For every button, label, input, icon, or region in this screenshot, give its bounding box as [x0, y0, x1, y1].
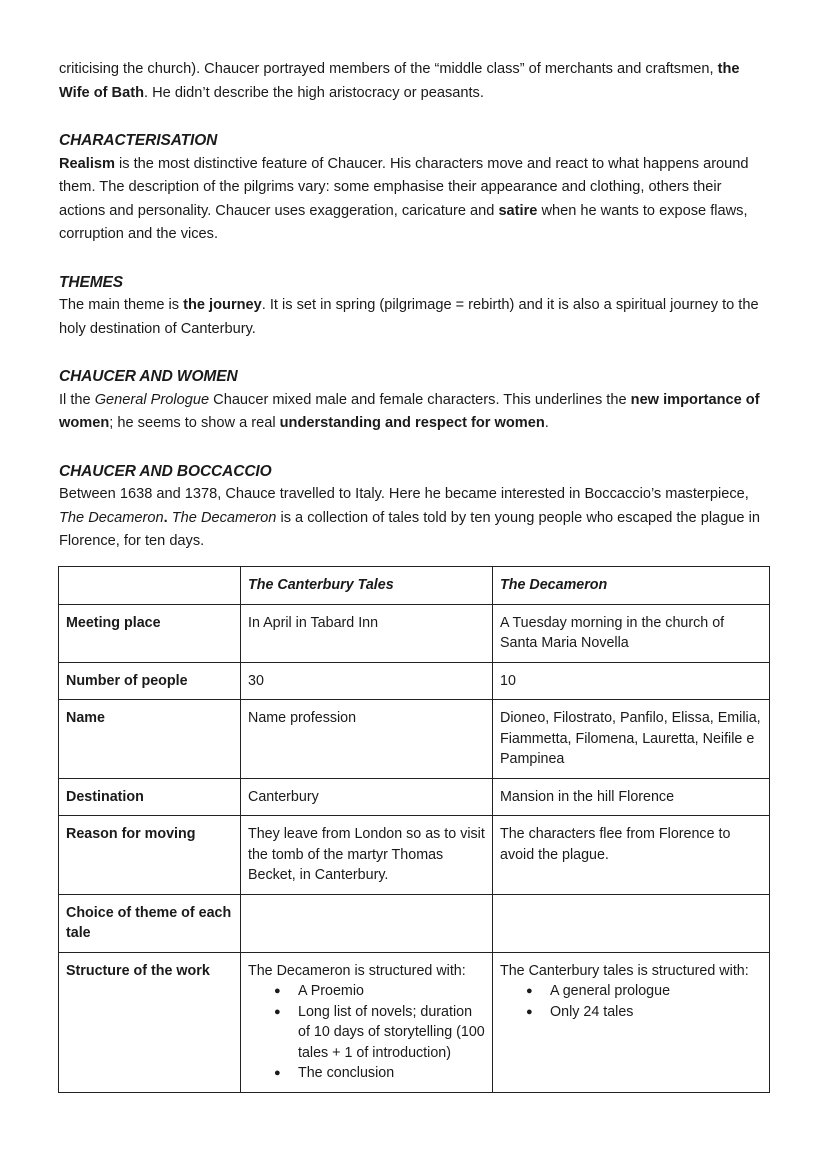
- boccaccio-paragraph: [59, 483, 771, 554]
- list-item: ● The conclusion: [248, 1063, 485, 1084]
- bold-new-importance: new importance of women: [59, 391, 760, 431]
- bold-satire: satire: [498, 202, 538, 219]
- cell-decameron-structure: [493, 952, 770, 1092]
- list-item: ● A general prologue: [500, 981, 762, 1002]
- row-label: Structure of the work: [59, 952, 241, 1092]
- comparison-table: [58, 566, 770, 1093]
- intro-paragraph: [59, 58, 771, 105]
- women-text-1: Il the: [59, 391, 95, 408]
- table-row: [59, 662, 770, 700]
- characterisation-text-2: when he wants to expose flaws, corruption and the vices.: [59, 202, 748, 242]
- table-row: [59, 894, 770, 952]
- cell-canterbury-structure: [241, 952, 493, 1092]
- women-text-2: Chaucer mixed male and female characters. This underlines the: [209, 391, 631, 408]
- row-label: Destination: [59, 778, 241, 816]
- heading-boccaccio: CHAUCER AND BOCCACCIO: [59, 462, 272, 480]
- cell-decameron: A Tuesday morning in the church of Santa Maria Novella: [493, 604, 770, 662]
- table-row: [59, 604, 770, 662]
- structure-list: [500, 981, 762, 1022]
- women-paragraph: [59, 389, 771, 436]
- cell-canterbury: Canterbury: [241, 778, 493, 816]
- characterisation-paragraph: [59, 153, 771, 247]
- structure-intro: The Decameron is structured with:: [248, 962, 466, 979]
- document-body: [59, 58, 771, 554]
- cell-decameron: The characters flee from Florence to avoid the plague.: [493, 816, 770, 895]
- bold-understanding: understanding and respect for women: [279, 415, 545, 431]
- structure-intro: The Canterbury tales is structured with:: [500, 962, 749, 979]
- italic-general-prologue: General Prologue: [94, 391, 210, 408]
- bold-journey: the journey: [183, 297, 262, 313]
- cell-decameron: Mansion in the hill Florence: [493, 778, 770, 816]
- characterisation-text-1: is the most distinctive feature of Chaucer. His characters move and react to what happens around them. The description of the pilgrims vary: some emphasise their appearance and clothing, others their actions and personality. Chaucer uses exaggeration, caricature and: [59, 155, 749, 219]
- cell-canterbury: Name profession: [241, 700, 493, 779]
- cell-canterbury: [241, 894, 493, 952]
- boccaccio-text-3: is a collection of tales told by ten young people who escaped the plague in Florence, for ten days.: [59, 509, 760, 549]
- intro-bold: the Wife of Bath: [59, 61, 740, 101]
- cell-canterbury: 30: [241, 662, 493, 700]
- intro-text-end: . He didn’t describe the high aristocracy or peasants.: [144, 84, 484, 101]
- intro-text: criticising the church). Chaucer portrayed members of the “middle class” of merchants and craftsmen,: [59, 61, 714, 77]
- row-label: Meeting place: [59, 604, 241, 662]
- row-label: Number of people: [59, 662, 241, 700]
- heading-themes: THEMES: [59, 273, 123, 291]
- heading-women: CHAUCER AND WOMEN: [59, 368, 238, 385]
- header-cell-empty: [59, 567, 241, 605]
- cell-canterbury: In April in Tabard Inn: [241, 604, 493, 662]
- italic-decameron-2: The Decameron: [171, 509, 277, 526]
- row-label: Choice of theme of each tale: [59, 894, 241, 952]
- row-label: Name: [59, 700, 241, 779]
- cell-canterbury: They leave from London so as to visit the tomb of the martyr Thomas Becket, in Canterbury.: [241, 816, 493, 895]
- themes-paragraph: [59, 294, 771, 341]
- list-item: ● Long list of novels; duration of 10 days of storytelling (100 tales + 1 of introduction): [248, 1002, 485, 1064]
- list-item: ● A Proemio: [248, 981, 485, 1002]
- header-canterbury-tales: The Canterbury Tales: [241, 567, 493, 605]
- table-row: [59, 700, 770, 779]
- women-text-4: .: [544, 415, 549, 431]
- women-text-3: ; he seems to show a real: [109, 415, 280, 431]
- cell-decameron: Dioneo, Filostrato, Panfilo, Elissa, Emilia, Fiammetta, Filomena, Lauretta, Neifile e Pampinea: [493, 700, 770, 779]
- table-row: [59, 778, 770, 816]
- themes-text-1: The main theme is: [59, 297, 184, 313]
- heading-characterisation: CHARACTERISATION: [59, 132, 218, 149]
- cell-decameron: [493, 894, 770, 952]
- header-decameron: The Decameron: [493, 567, 770, 605]
- italic-decameron-1: The Decameron: [59, 509, 164, 526]
- list-item: ● Only 24 tales: [500, 1002, 762, 1023]
- bold-period: .: [163, 509, 168, 526]
- themes-text-2: . It is set in spring (pilgrimage = rebirth) and it is also a spiritual journey to the holy destination of Canterbury.: [59, 297, 759, 337]
- table-header-row: [59, 567, 770, 605]
- boccaccio-text-1: Between 1638 and 1378, Chauce travelled to Italy. Here he became interested in Boccaccio’s masterpiece,: [59, 486, 749, 502]
- table-row: [59, 816, 770, 895]
- cell-decameron: 10: [493, 662, 770, 700]
- row-label: Reason for moving: [59, 816, 241, 895]
- structure-list: [248, 981, 485, 1084]
- bold-realism: Realism: [59, 155, 115, 172]
- table-row: [59, 952, 770, 1092]
